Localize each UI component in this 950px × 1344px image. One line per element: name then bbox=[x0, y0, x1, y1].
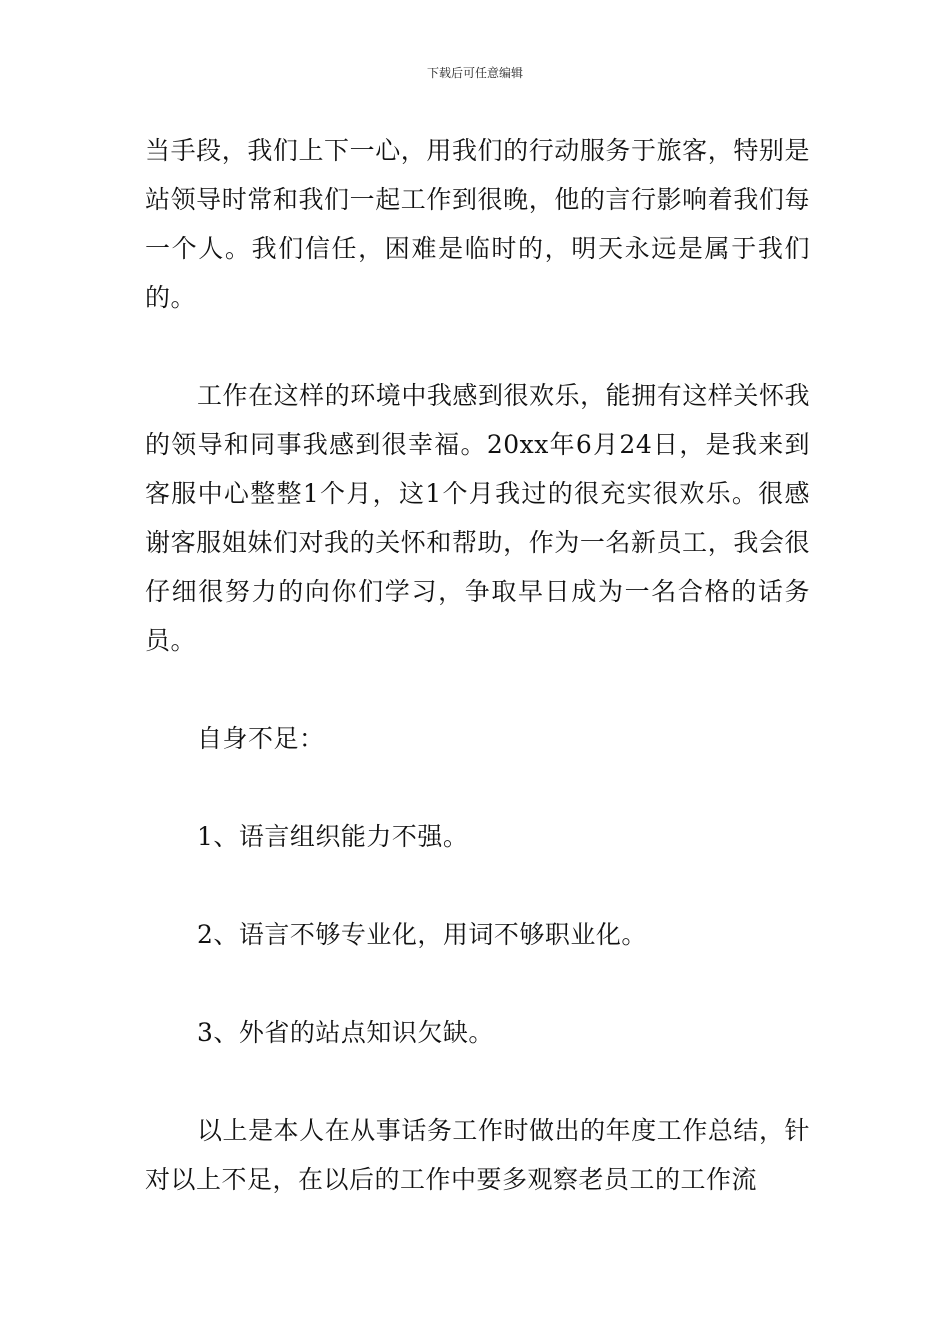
paragraph-1: 当手段，我们上下一心，用我们的行动服务于旅客，特别是站领导时常和我们一起工作到很晚，他的言行影响着我们每一个人。我们信任，困难是临时的，明天永远是属于我们的。 bbox=[145, 136, 810, 312]
paragraph-gap bbox=[145, 322, 810, 371]
paragraph-gap bbox=[145, 959, 810, 1008]
document-body bbox=[145, 126, 810, 1204]
section-heading-shortcomings: 自身不足： bbox=[197, 724, 325, 753]
page-header-note: 下载后可任意编辑 bbox=[426, 66, 523, 80]
list-item-3: 3、外省的站点知识欠缺。 bbox=[197, 1018, 494, 1047]
paragraph-gap bbox=[145, 861, 810, 910]
paragraph-summary: 以上是本人在从事话务工作时做出的年度工作总结，针对以上不足，在以后的工作中要多观察老员工的工作流 bbox=[145, 1116, 810, 1194]
paragraph-2: 工作在这样的环境中我感到很欢乐，能拥有这样关怀我的领导和同事我感到很幸福。20xx年6月24日，是我来到客服中心整整1个月，这1个月我过的很充实很欢乐。很感谢客服姐妹们对我的关怀和帮助，作为一名新员工，我会很仔细很努力的向你们学习，争取早日成为一名合格的话务员。 bbox=[145, 381, 810, 655]
paragraph-gap bbox=[145, 665, 810, 714]
paragraph-gap bbox=[145, 1057, 810, 1106]
list-item-2: 2、语言不够专业化，用词不够职业化。 bbox=[197, 920, 647, 949]
list-item-1: 1、语言组织能力不强。 bbox=[197, 822, 469, 851]
paragraph-gap bbox=[145, 763, 810, 812]
